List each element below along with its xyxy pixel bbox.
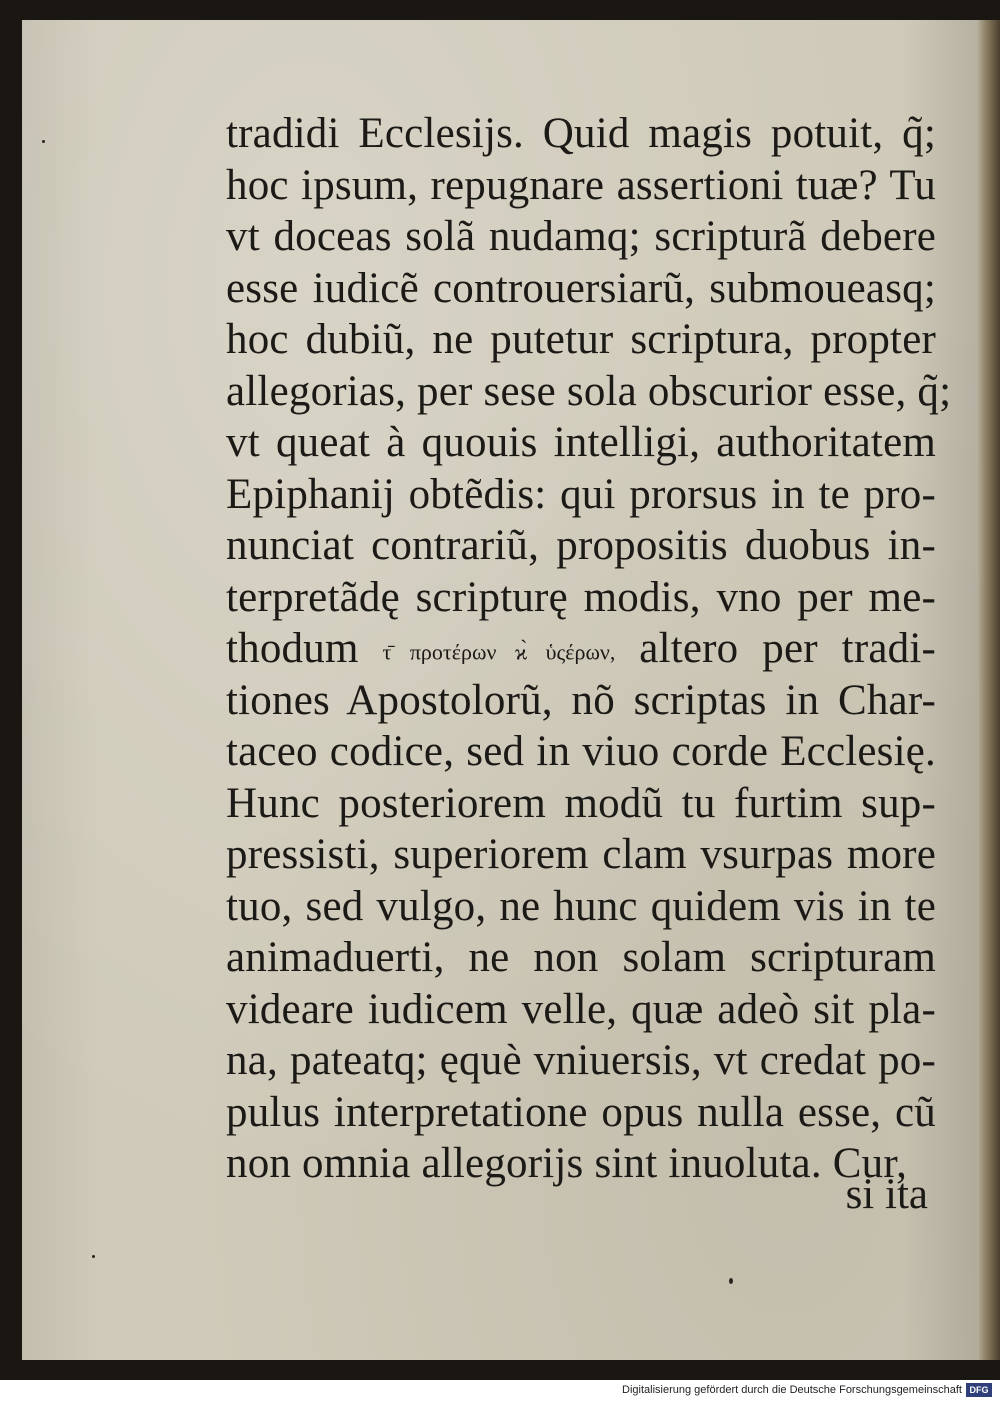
body-text xyxy=(226,108,952,1190)
text-line: tuo, sed vulgo, ne hunc quidem vis in te xyxy=(226,882,936,930)
text-line: nunciat contrariũ, propositis duobus in- xyxy=(226,522,936,569)
greek-phrase: τ̄ πρoτέρων ϰ̀ ὑςέρων, xyxy=(382,639,616,665)
text-line-end: altero per tradi- xyxy=(615,625,937,672)
catchword: si ita xyxy=(845,1171,928,1218)
text-line: Hunc posteriorem modũ tu furtim sup- xyxy=(226,779,936,827)
text-line: pulus interpretatione opus nulla esse, cũ xyxy=(226,1088,936,1136)
text-line: vt queat à quouis intelligi, authoritatem xyxy=(226,419,936,466)
text-line: tradidi Ecclesijs. Quid magis potuit, q̃; xyxy=(226,110,936,157)
text-line: hoc ipsum, repugnare assertioni tuæ? Tu xyxy=(226,161,936,209)
footer-bar xyxy=(0,1380,1000,1401)
text-line: hoc dubiũ, ne putetur scriptura, propter xyxy=(226,316,936,363)
text-line: pressisti, superiorem clam vsurpas more xyxy=(226,831,936,878)
text-line: animaduerti, ne non solam scripturam xyxy=(226,934,936,981)
text-line: videare iudicem velle, quæ adeò sit pla- xyxy=(226,985,936,1033)
text-line: vt doceas solã nudamq; scripturã debere xyxy=(226,213,936,260)
funding-credit: Digitalisierung gefördert durch die Deutsche Forschungsgemeinschaft xyxy=(622,1384,962,1396)
text-line: Epiphanij obtẽdis: qui prorsus in te pro- xyxy=(226,470,936,518)
text-line: esse iudicẽ controuersiarũ, submoueasq; xyxy=(226,264,936,312)
text-line: terpretãdę scripturę modis, vno per me- xyxy=(226,573,936,621)
text-line-with-greek xyxy=(226,623,936,675)
binding-gutter xyxy=(977,20,1000,1360)
text-line: allegorias, per sese sola obscurior esse, q̃; xyxy=(226,367,952,415)
text-line: taceo codice, sed in viuo corde Ecclesię. xyxy=(226,728,936,775)
text-line-start: thodum xyxy=(226,625,383,672)
dfg-logo-icon: DFG xyxy=(966,1383,992,1397)
text-line: tiones Apostolorũ, nõ scriptas in Char- xyxy=(226,676,936,724)
text-line: na, pateatq; ęquè vniuersis, vt credat po- xyxy=(226,1037,936,1084)
text-line: non omnia allegorijs sint inuoluta. Cur, xyxy=(226,1140,908,1187)
